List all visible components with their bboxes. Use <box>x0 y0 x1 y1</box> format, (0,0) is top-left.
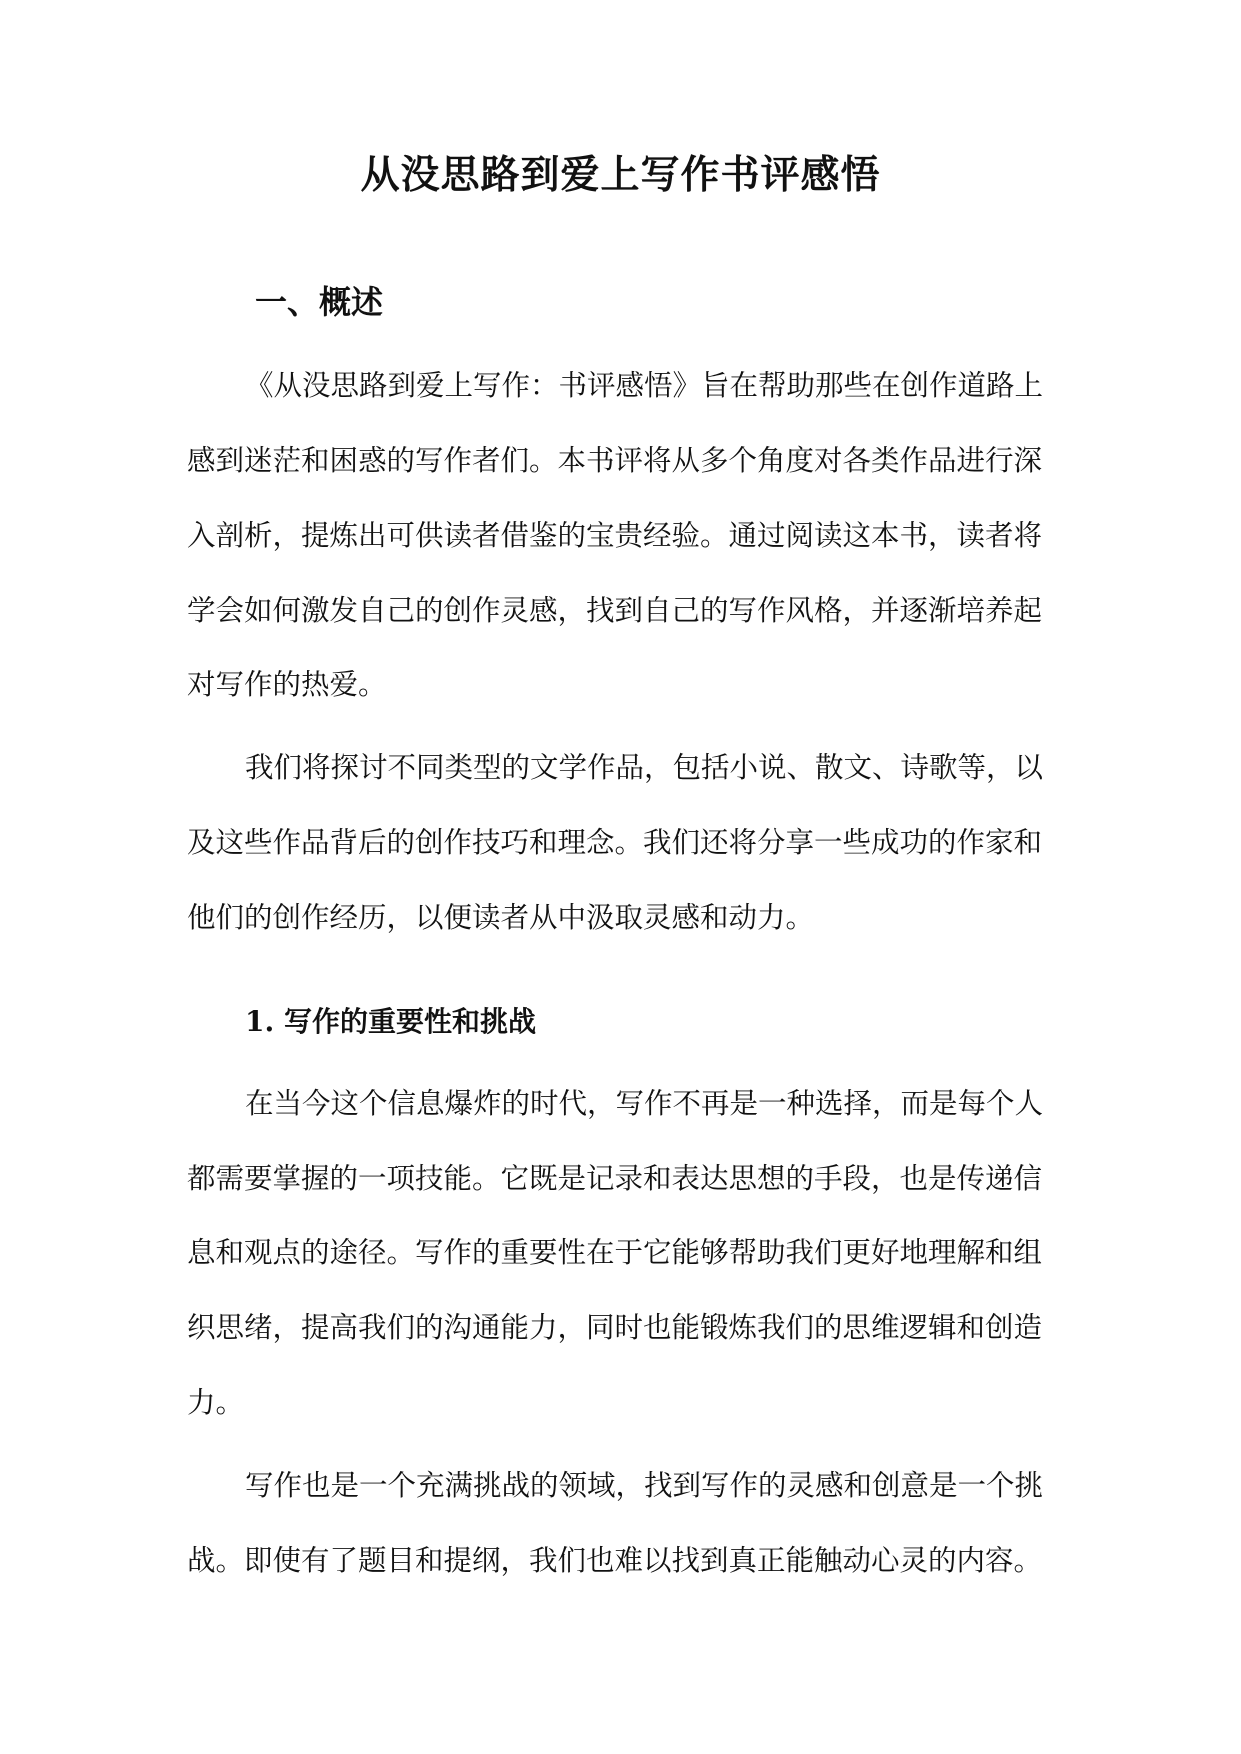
paragraph-line: 入剖析，提炼出可供读者借鉴的宝贵经验。通过阅读这本书，读者将 <box>187 519 1043 552</box>
paragraph-line: 写作也是一个充满挑战的领域，找到写作的灵感和创意是一个挑 <box>245 1469 1044 1502</box>
paragraph-line: 《从没思路到爱上写作：书评感悟》旨在帮助那些在创作道路上 <box>245 369 1044 402</box>
paragraph-line: 对写作的热爱。 <box>187 668 387 701</box>
paragraph-line: 息和观点的途径。写作的重要性在于它能够帮助我们更好地理解和组 <box>187 1236 1043 1269</box>
paragraph-line: 在当今这个信息爆炸的时代，写作不再是一种选择，而是每个人 <box>245 1087 1044 1120</box>
paragraph-line: 都需要掌握的一项技能。它既是记录和表达思想的手段，也是传递信 <box>187 1162 1043 1195</box>
paragraph-line: 感到迷茫和困惑的写作者们。本书评将从多个角度对各类作品进行深 <box>187 444 1043 477</box>
paragraph-line: 学会如何激发自己的创作灵感，找到自己的写作风格，并逐渐培养起 <box>187 594 1043 627</box>
section-heading-overview: 一、概述 <box>255 283 384 321</box>
paragraph-line: 他们的创作经历，以便读者从中汲取灵感和动力。 <box>187 901 815 934</box>
paragraph-line: 织思绪，提高我们的沟通能力，同时也能锻炼我们的思维逻辑和创造 <box>187 1311 1043 1344</box>
paragraph-line: 我们将探讨不同类型的文学作品，包括小说、散文、诗歌等，以 <box>245 751 1044 784</box>
paragraph-line: 力。 <box>187 1386 245 1419</box>
document-title: 从没思路到爱上写作书评感悟 <box>360 152 881 198</box>
paragraph-line: 及这些作品背后的创作技巧和理念。我们还将分享一些成功的作家和 <box>187 826 1043 859</box>
section-heading-importance: 1. 写作的重要性和挑战 <box>245 1005 536 1038</box>
paragraph-line: 战。即使有了题目和提纲，我们也难以找到真正能触动心灵的内容。 <box>187 1544 1043 1577</box>
